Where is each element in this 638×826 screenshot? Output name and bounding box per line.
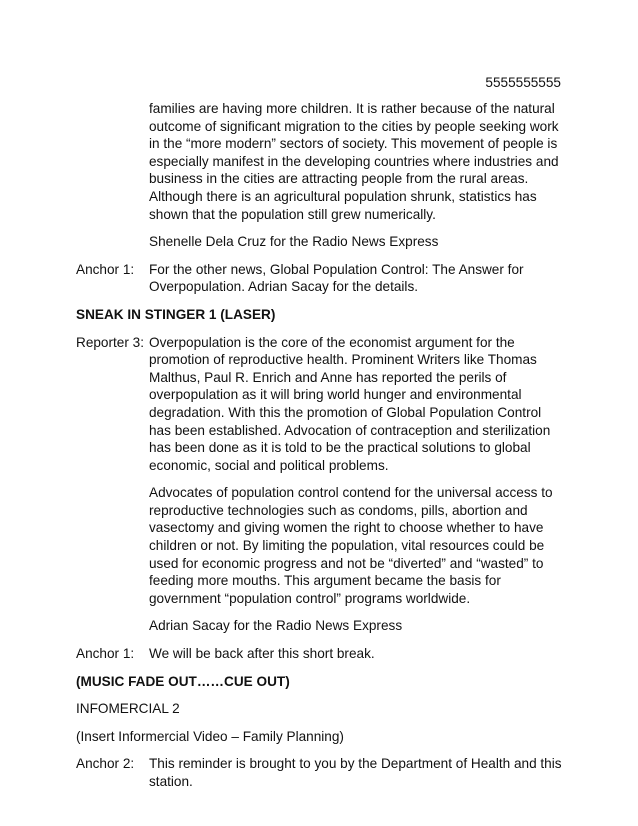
anchor1b-block: [76, 645, 564, 663]
anchor1-block: [76, 261, 564, 296]
reporter3-block: [76, 334, 564, 636]
page-number: 5555555555: [485, 75, 561, 90]
speaker-label: Reporter 3:: [76, 334, 145, 350]
speaker-label: Anchor 1:: [76, 646, 135, 662]
infomercial-insert: (Insert Informercial Video – Family Planning): [76, 728, 344, 744]
anchor1b-text: We will be back after this short break.: [149, 646, 375, 662]
signoff-shenelle: Shenelle Dela Cruz for the Radio News Express: [149, 234, 439, 250]
signoff-adrian: Adrian Sacay for the Radio News Express: [149, 618, 403, 634]
anchor2-block: [76, 755, 564, 790]
script-content: [76, 100, 564, 801]
infomercial-heading: INFOMERCIAL 2: [76, 701, 180, 717]
anchor2-text: This reminder is brought to you by the Department of Health and this station.: [149, 756, 562, 789]
anchor1-text: For the other news, Global Population Control: The Answer for Overpopulation. Adrian Sacay for the details.: [149, 261, 524, 295]
continuation-paragraph: families are having more children. It is rather because of the natural outcome of significant migration to the cities by people seeking work in the “more modern” sectors of society. This movement of people is especially manifest in the developing countries where industries and business in the cities are attracting people from the rural areas. Although there is an agricultural population shrunk, statistics has shown that the population still grew numerically.: [149, 101, 559, 222]
stinger-cue: SNEAK IN STINGER 1 (LASER): [76, 306, 276, 322]
reporter3-paragraph-1: Overpopulation is the core of the economist argument for the promotion of reproductive health. Prominent Writers like Thomas Malthus, Paul R. Enrich and Anne has reported the perils of overpopulation as it will bring world hunger and environmental degradation. With this the promotion of Global Population Control has been established. Advocation of contraception and sterilization has been done as it is told to be the practical solutions to global economic, social and political problems.: [149, 334, 551, 473]
speaker-label: Anchor 2:: [76, 756, 135, 772]
continuation-block: [76, 100, 564, 251]
speaker-label: Anchor 1:: [76, 261, 135, 277]
music-cue: (MUSIC FADE OUT……CUE OUT): [76, 673, 290, 689]
reporter3-paragraph-2: Advocates of population control contend for the universal access to reproductive technologies such as condoms, pills, abortion and vasectomy and giving women the right to choose whether to have children or not. By limiting the population, vital resources could be used for economic progress and not be “diverted” and “wasted” to feeding more mouths. This argument became the basis for government “population control” programs worldwide.: [149, 485, 553, 606]
